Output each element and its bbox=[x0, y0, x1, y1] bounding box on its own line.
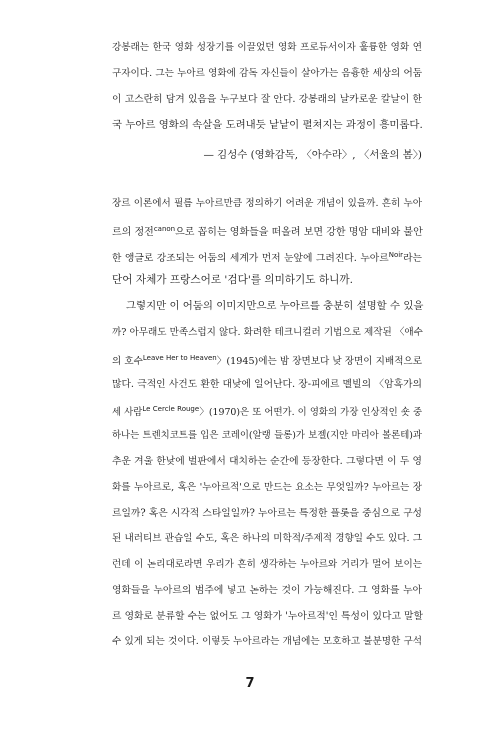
body-line bbox=[112, 609, 422, 624]
text-run: 세 사람 bbox=[112, 407, 143, 418]
text-run: 으로 꼽히는 영화들을 떠올려 보면 강한 명암 대비와 불안 bbox=[175, 227, 423, 238]
body-line bbox=[112, 196, 422, 211]
text-run: 런데 이 논리대로라면 우리가 흔히 생각하는 누아르와 거리가 멀어 보이는 bbox=[112, 559, 422, 570]
body-line bbox=[112, 273, 422, 288]
text-run: 라는 bbox=[403, 253, 422, 264]
body-line bbox=[112, 557, 422, 572]
text-run: 영화들을 누아르의 범주에 넣고 논하는 것이 가능해진다. 그 영화를 누아 bbox=[112, 585, 422, 596]
text-run: 추운 겨울 한낮에 벌판에서 대치하는 순간에 등장한다. 그렇다면 이 두 영 bbox=[112, 456, 422, 467]
quote-attribution: — 김성수 (영화감독, 〈아수라〉, 〈서울의 봄〉) bbox=[203, 149, 422, 161]
body-line bbox=[112, 454, 422, 469]
text-run: 그렇지만 이 어둠의 이미지만으로 누아르를 충분히 설명할 수 있을 bbox=[126, 300, 424, 312]
text-run: 수 있게 되는 것이다. 이렇듯 누아르라는 개념에는 모호하고 불분명한 구석 bbox=[112, 636, 422, 647]
text-run: 화를 누아르로, 혹은 '누아르적'으로 만드는 요소는 무엇일까? 누아르는 장 bbox=[112, 482, 422, 493]
body-line bbox=[112, 634, 422, 649]
gloss-term: Noir bbox=[388, 251, 404, 259]
text-run: 까? 아무래도 만족스럽지 않다. 화려한 테크니컬러 기법으로 제작된 〈애수 bbox=[112, 327, 423, 338]
body-line bbox=[112, 428, 422, 443]
body-line bbox=[112, 248, 422, 266]
body-line bbox=[112, 377, 422, 392]
text-run: 르의 정전 bbox=[112, 227, 154, 238]
gloss-term: Le Cercle Rouge bbox=[142, 405, 200, 413]
gloss-term: Leave Her to Heaven bbox=[142, 354, 217, 362]
text-run: 〉(1945)에는 밤 장면보다 낮 장면이 지배적으로 bbox=[216, 356, 422, 367]
body-line bbox=[112, 299, 422, 314]
text-run: 장르 이론에서 필름 누아르만큼 정의하기 어려운 개념이 있을까. 흔히 누아 bbox=[112, 198, 422, 209]
text-run: 많다. 극적인 사건도 환한 대낮에 일어난다. 장-피에르 멜빌의 〈암흑가의 bbox=[112, 379, 422, 390]
body-line bbox=[112, 325, 422, 340]
body-line bbox=[112, 222, 422, 240]
text-run: 〉(1970)은 또 어떤가. 이 영화의 가장 인상적인 숏 중 bbox=[199, 407, 423, 418]
quote-line: 국 누아르 영화의 속살을 도려내듯 낱낱이 펼쳐지는 과정이 흥미롭다. bbox=[112, 119, 423, 131]
text-run: 된 내러티브 관습일 수도, 혹은 하나의 미학적/주제적 경향일 수도 있다. 그 bbox=[112, 533, 422, 544]
quote-line: 이 고스란히 담겨 있음을 누구보다 잘 안다. 강봉래의 날카로운 칼날이 한 bbox=[112, 94, 422, 105]
body-line bbox=[112, 351, 422, 369]
quote-line: 강봉래는 한국 영화 성장기를 이끌었던 영화 프로듀서이자 훌륭한 영화 연 bbox=[112, 42, 422, 53]
quote-line: 구자이다. 그는 누아르 영화에 감독 자신들이 살아가는 음흉한 세상의 어둠 bbox=[112, 68, 422, 79]
text-run: 하나는 트렌치코트를 입은 코레이(알랭 들롱)가 보젤(지안 마리아 볼론테)과 bbox=[112, 430, 422, 441]
gloss-term: canon bbox=[153, 225, 176, 233]
text-run: 한 앵글로 강조되는 어둠의 세계가 먼저 눈앞에 그려진다. 누아르 bbox=[112, 253, 389, 264]
body-line bbox=[112, 506, 422, 521]
text-run: 르 영화로 분류할 수는 없어도 그 영화가 '누아르적'인 특성이 있다고 말할 bbox=[112, 611, 423, 622]
text-run: 단어 자체가 프랑스어로 '검다'를 의미하기도 하니까. bbox=[112, 274, 353, 286]
page-number: 7 bbox=[245, 676, 255, 691]
body-line bbox=[112, 480, 422, 495]
body-line bbox=[112, 402, 422, 420]
text-run: 르일까? 혹은 시각적 스타일일까? 누아르는 특정한 플롯을 중심으로 구성 bbox=[112, 508, 422, 519]
body-line bbox=[112, 531, 422, 546]
body-line bbox=[112, 583, 422, 598]
text-run: 의 호수 bbox=[112, 356, 143, 367]
